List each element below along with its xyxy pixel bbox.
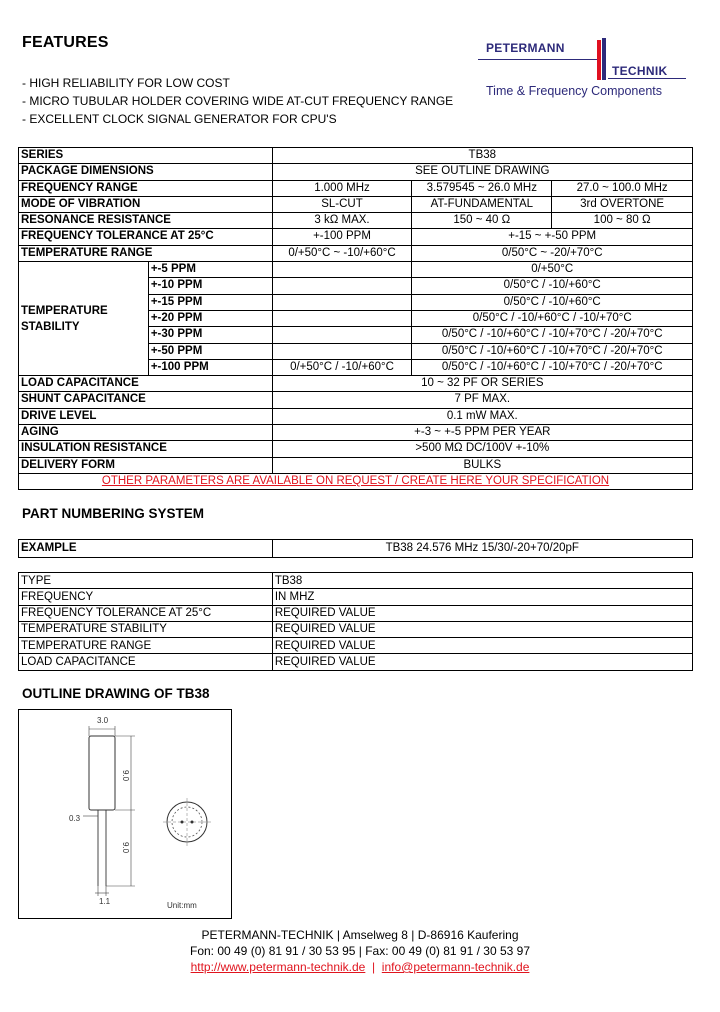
stability-value [272,310,412,326]
table-row [19,392,693,408]
table-row [19,473,693,489]
end-view-inner [172,807,202,837]
table-row [19,605,693,621]
spec-label: SHUNT CAPACITANCE [19,392,273,408]
example-label: EXAMPLE [19,540,273,558]
table-row [19,262,693,278]
footer-address: PETERMANN-TECHNIK | Amselweg 8 | D-86916 Kaufering [201,928,519,942]
spec-label: INSULATION RESISTANCE [19,441,273,457]
temp-stability-label-line2: STABILITY [21,320,80,333]
stability-ppm: +-10 PPM [148,278,272,294]
spec-value: AT-FUNDAMENTAL [412,196,552,212]
logo-line1: PETERMANN [486,41,565,55]
specification-table [18,147,693,490]
table-row [19,164,693,180]
petermann-technik-logo [478,38,688,102]
field-value: REQUIRED VALUE [272,621,692,637]
feature-item: - HIGH RELIABILITY FOR LOW COST [22,76,230,90]
example-value: TB38 24.576 MHz 15/30/-20+70/20pF [272,540,692,558]
spec-value: 3.579545 ~ 26.0 MHz [412,180,552,196]
field-name: LOAD CAPACITANCE [19,654,273,670]
stability-value: 0/+50°C / -10/+60°C [272,359,412,375]
table-row [19,180,693,196]
spec-label: TEMPERATURE RANGE [19,245,273,261]
spec-value: 0/50°C ~ -20/+70°C [412,245,693,261]
spec-label: SERIES [19,148,273,164]
field-value: REQUIRED VALUE [272,605,692,621]
stability-ppm: +-100 PPM [148,359,272,375]
spec-value: 10 ~ 32 PF OR SERIES [272,376,692,392]
footer-phone: Fon: 00 49 (0) 81 91 / 30 53 95 | Fax: 00 49 (0) 81 91 / 30 53 97 [189,944,530,958]
example-table [18,539,693,558]
temp-stability-label [19,262,149,376]
request-specification-link[interactable]: OTHER PARAMETERS ARE AVAILABLE ON REQUEST / CREATE HERE YOUR SPECIFICATION [19,473,693,489]
footer-separator: | [365,960,382,974]
field-name: FREQUENCY TOLERANCE AT 25°C [19,605,273,621]
spec-value: +-100 PPM [272,229,412,245]
logo-dark-bar [602,38,606,80]
table-row [19,245,693,261]
spec-value: BULKS [272,457,692,473]
feature-item: - EXCELLENT CLOCK SIGNAL GENERATOR FOR CPU'S [22,112,337,126]
spec-value: +-15 ~ +-50 PPM [412,229,693,245]
spec-value: 3 kΩ MAX. [272,213,412,229]
website-link[interactable]: http://www.petermann-technik.de [190,960,366,974]
spec-label: PACKAGE DIMENSIONS [19,164,273,180]
stability-ppm: +-20 PPM [148,310,272,326]
logo-red-bar [597,40,601,80]
stability-ppm: +-15 PPM [148,294,272,310]
part-numbering-title: PART NUMBERING SYSTEM [22,506,205,521]
table-row [19,573,693,589]
features-title: FEATURES [22,34,109,51]
logo-rule [478,59,600,60]
stability-value: 0/50°C / -10/+60°C [412,294,693,310]
spec-value: 150 ~ 40 Ω [412,213,552,229]
stability-value: 0/50°C / -10/+60°C [412,278,693,294]
stability-ppm: +-30 PPM [148,327,272,343]
logo-tagline: Time & Frequency Components [486,84,663,98]
stability-value [272,262,412,278]
spec-label: DELIVERY FORM [19,457,273,473]
unit-label: Unit:mm [167,901,197,910]
table-row [19,457,693,473]
spec-value: 3rd OVERTONE [552,196,693,212]
field-value: REQUIRED VALUE [272,654,692,670]
spec-value: 0/+50°C ~ -10/+60°C [272,245,412,261]
spec-value: 0.1 mW MAX. [272,408,692,424]
stability-value [272,343,412,359]
temp-stability-label-line1: TEMPERATURE [21,304,108,317]
spec-value: 100 ~ 80 Ω [552,213,693,229]
field-value: REQUIRED VALUE [272,638,692,654]
stability-value: 0/50°C / -10/+60°C / -10/+70°C / -20/+70°C [412,343,693,359]
table-row [19,621,693,637]
spec-label: LOAD CAPACITANCE [19,376,273,392]
table-row [19,441,693,457]
table-row [19,213,693,229]
lead-dot [181,821,184,824]
table-row [19,638,693,654]
table-row [19,376,693,392]
logo-line2: TECHNIK [612,64,668,78]
stability-value [272,327,412,343]
dim-lead-label: 9.0 [121,842,130,854]
spec-value: 27.0 ~ 100.0 MHz [552,180,693,196]
spec-label: FREQUENCY RANGE [19,180,273,196]
table-row [19,589,693,605]
dim-wire-label: 0.3 [69,814,81,823]
field-name: FREQUENCY [19,589,273,605]
table-row [19,229,693,245]
field-name: TYPE [19,573,273,589]
table-row [19,425,693,441]
spec-value: 1.000 MHz [272,180,412,196]
outline-drawing-svg [19,710,231,918]
part-number-fields-table [18,572,693,671]
spec-label: MODE OF VIBRATION [19,196,273,212]
stability-ppm: +-5 PPM [148,262,272,278]
table-row [19,408,693,424]
lead-dot [191,821,194,824]
footer-links [0,959,720,975]
stability-value: 0/50°C / -10/+60°C / -10/+70°C [412,310,693,326]
spec-label: AGING [19,425,273,441]
dim-width-label: 3.0 [97,716,109,725]
table-row [19,196,693,212]
spec-value: 7 PF MAX. [272,392,692,408]
table-row [19,654,693,670]
feature-item: - MICRO TUBULAR HOLDER COVERING WIDE AT-CUT FREQUENCY RANGE [22,94,454,108]
spec-value: >500 MΩ DC/100V +-10% [272,441,692,457]
table-row [19,540,693,558]
field-name: TEMPERATURE RANGE [19,638,273,654]
spec-value: SL-CUT [272,196,412,212]
spec-value: TB38 [272,148,692,164]
dim-body-label: 9.0 [121,770,130,782]
stability-value: 0/50°C / -10/+60°C / -10/+70°C / -20/+70°C [412,359,693,375]
logo-rule [608,78,686,79]
stability-value [272,294,412,310]
outline-title: OUTLINE DRAWING OF TB38 [22,686,210,701]
stability-value: 0/+50°C [412,262,693,278]
stability-ppm: +-50 PPM [148,343,272,359]
field-name: TEMPERATURE STABILITY [19,621,273,637]
table-row [19,148,693,164]
dim-pitch-label: 1.1 [99,897,111,906]
field-value: TB38 [272,573,692,589]
spec-value: +-3 ~ +-5 PPM PER YEAR [272,425,692,441]
crystal-body [89,736,115,810]
email-link[interactable]: info@petermann-technik.de [381,960,530,974]
stability-value: 0/50°C / -10/+60°C / -10/+70°C / -20/+70°C [412,327,693,343]
spec-value: SEE OUTLINE DRAWING [272,164,692,180]
spec-label: FREQUENCY TOLERANCE AT 25°C [19,229,273,245]
spec-label: RESONANCE RESISTANCE [19,213,273,229]
outline-drawing [18,709,232,919]
stability-value [272,278,412,294]
spec-label: DRIVE LEVEL [19,408,273,424]
features-list [22,74,453,128]
field-value: IN MHZ [272,589,692,605]
